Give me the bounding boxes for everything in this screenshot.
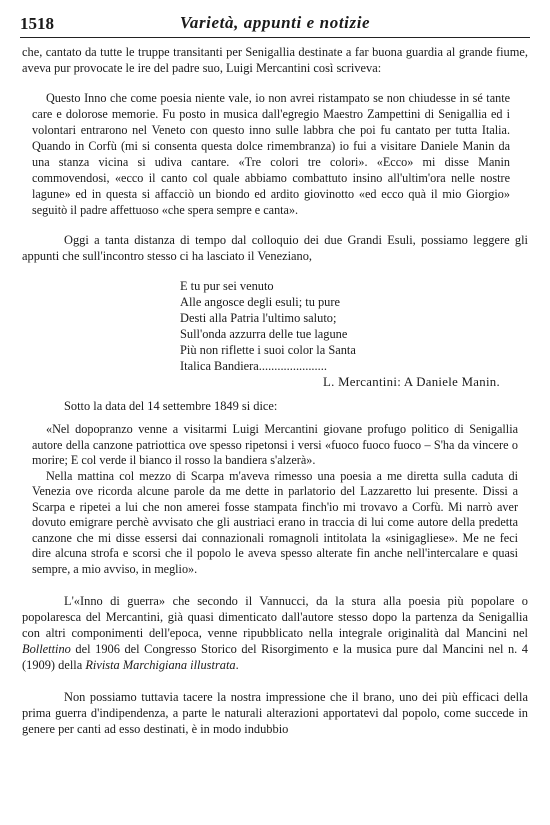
letter-quote: Questo Inno che come poesia niente vale, io non avrei ristampato se non chiudesse in sé tante care e dolorose memorie. Fu posto in musica dall'egregio Maestro Zampettini di Senigallia ed i volontari entrarono nel Veneto con questo inno sulle labbra che poi fu cantato per tutta Italia. Quando in Corfù (mi si consenta questa dolce rimembranza) io fui a visitare Daniele Manin da una stanza vicina si udiva cantare. «Tre colori tre colori». «Ecco» mi disse Manin commovendosi, «ecco il canto col quale abbiamo combattuto insino all'ultim'ora nelle nostre lagune» ed in questa si affacciò un biondo ed ardito giovinotto «ed ecco quà il mio Giorgio» seguitò il padre affettuoso «che spera sempre e canta». — [32, 91, 510, 217]
paragraph-2: Oggi a tanta distanza di tempo dal colloquio dei due Grandi Esuli, possiamo leggere gli appunti che sull'incontro stesso ci ha lasciato il Veneziano, — [22, 233, 528, 263]
page-body — [22, 44, 528, 737]
poem-block — [180, 278, 528, 374]
paragraph-4-text: L'«Inno di guerra» che secondo il Vannucci, da la stura alla poesia più popolare o popolaresca del Mercantini, già quasi dimenticato dall'autore stesso dopo la partenza da Senigallia con altri componimenti dell'epoca, venne ripubblicato nella integrale originalità dal Mancini nel — [22, 594, 528, 640]
running-title: Varietà, appunti e notizie — [179, 13, 371, 32]
diary-quote-1: «Nel dopopranzo venne a visitarmi Luigi Mercantini giovane profugo politico di Senigallia autore della canzone patriottica ove spesso ripetonsi i versi «fuoco fuoco fuoco – S'ha da vincere o morire; E col verde il bianco il rosso la bandiera s'alzerà». — [32, 422, 518, 467]
paragraph-4-text: del 1906 del Congresso Storico del Risorgimento e la musica pure dal Mancini nel n. 4 (1909) della — [22, 642, 528, 672]
page-number: 1518 — [20, 14, 54, 33]
rivista-title: Rivista Marchigiana illustrata — [85, 658, 236, 672]
poem-line: Desti alla Patria l'ultimo saluto; — [180, 311, 337, 325]
poem-line: E tu pur sei venuto — [180, 279, 274, 293]
poem-line: Italica Bandiera...................... — [180, 359, 327, 373]
bollettino-title: Bollettino — [22, 642, 71, 656]
page-header — [20, 10, 530, 36]
diary-quote-2: Nella mattina col mezzo di Scarpa m'aveva rimesso una poesia a me diretta sulla caduta di Venezia ove ricorda alcune parole da me dette in parlatorio del Lazzaretto lui presente. Dissi a Scarpa e ripetei a lui che non amerei fosse stampata finch'io mi trovavo a Corfù. Mi narrò aver dovuto emigrare perchè avvisato che gli austriaci erano in traccia di lui come autore della predetta canzone che mi disse essersi dai connazionali romagnoli intitolata la «sinigagliese». Me ne feci dire alcuna strofa e scorsi che il popolo le aveva spesso alterate fin anche nell'intercalare e quasi sempre, a mio avviso, in meglio». — [32, 468, 518, 576]
poem-line: Sull'onda azzurra delle tue lagune — [180, 327, 348, 341]
poem-attribution: L. Mercantini: A Daniele Manin. — [322, 375, 500, 389]
header-rule — [20, 37, 530, 38]
paragraph-4 — [22, 593, 528, 673]
intro-paragraph: che, cantato da tutte le truppe transitanti per Senigallia destinate a far buona guardia al grande fiume, aveva pur provocate le ire del padre suo, Luigi Mercantini così scriveva: — [22, 45, 528, 75]
paragraph-3: Sotto la data del 14 settembre 1849 si dice: — [64, 399, 278, 413]
paragraph-5: Non possiamo tuttavia tacere la nostra impressione che il brano, uno dei più efficaci della prima guerra d'indipendenza, a parte le naturali alterazioni apportatevi dal popolo, come succede in genere per canti ad esso destinati, è in modo indubbio — [22, 690, 528, 736]
paragraph-4-text: . — [235, 658, 239, 672]
poem-line: Alle angosce degli esuli; tu pure — [180, 295, 341, 309]
poem-line: Più non riflette i suoi color la Santa — [180, 343, 356, 357]
